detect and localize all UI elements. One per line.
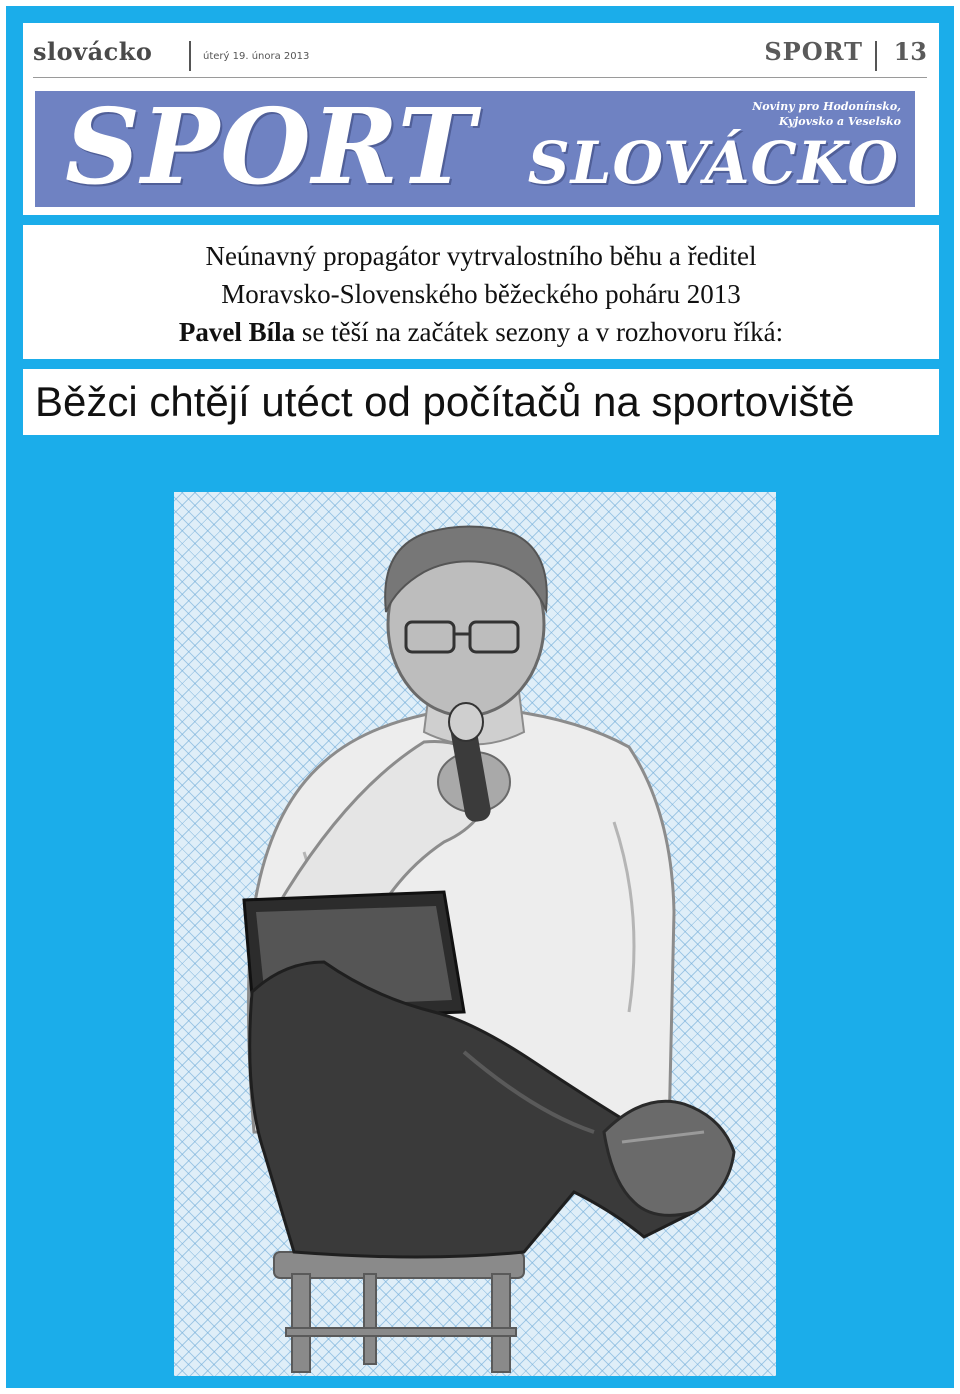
portrait-photo [174,492,776,1376]
article-headline: Běžci chtějí utéct od počítačů na sportoviště [23,369,939,435]
masthead-topline [33,37,927,78]
intro-line-3-rest: se těší na začátek sezony a v rozhovoru říká: [295,317,784,347]
section-banner [35,91,915,207]
section-name: SPORT [764,37,863,66]
seated-man-illustration [174,492,776,1376]
banner-tagline: Noviny pro Hodonínsko, Kyjovsko a Veselsko [752,100,901,128]
page-frame [6,6,954,1388]
intro-line-2: Moravsko-Slovenského běžeckého poháru 2013 [221,279,741,309]
intro-line-3 [23,313,939,351]
divider [189,41,191,71]
person-name: Pavel Bíla [178,317,296,347]
intro-line-1: Neúnavný propagátor vytrvalostního běhu a ředitel [205,241,757,271]
banner-sport-title: SPORT [65,91,476,207]
divider [875,41,877,71]
page-number: 13 [893,37,927,66]
issue-date: úterý 19. února 2013 [203,51,310,62]
intro-text [23,225,939,359]
newspaper-masthead [23,23,939,215]
chair [274,1252,524,1372]
banner-slovacko-title: SLOVÁCKO [527,129,899,197]
paper-name: slovácko [33,37,153,66]
